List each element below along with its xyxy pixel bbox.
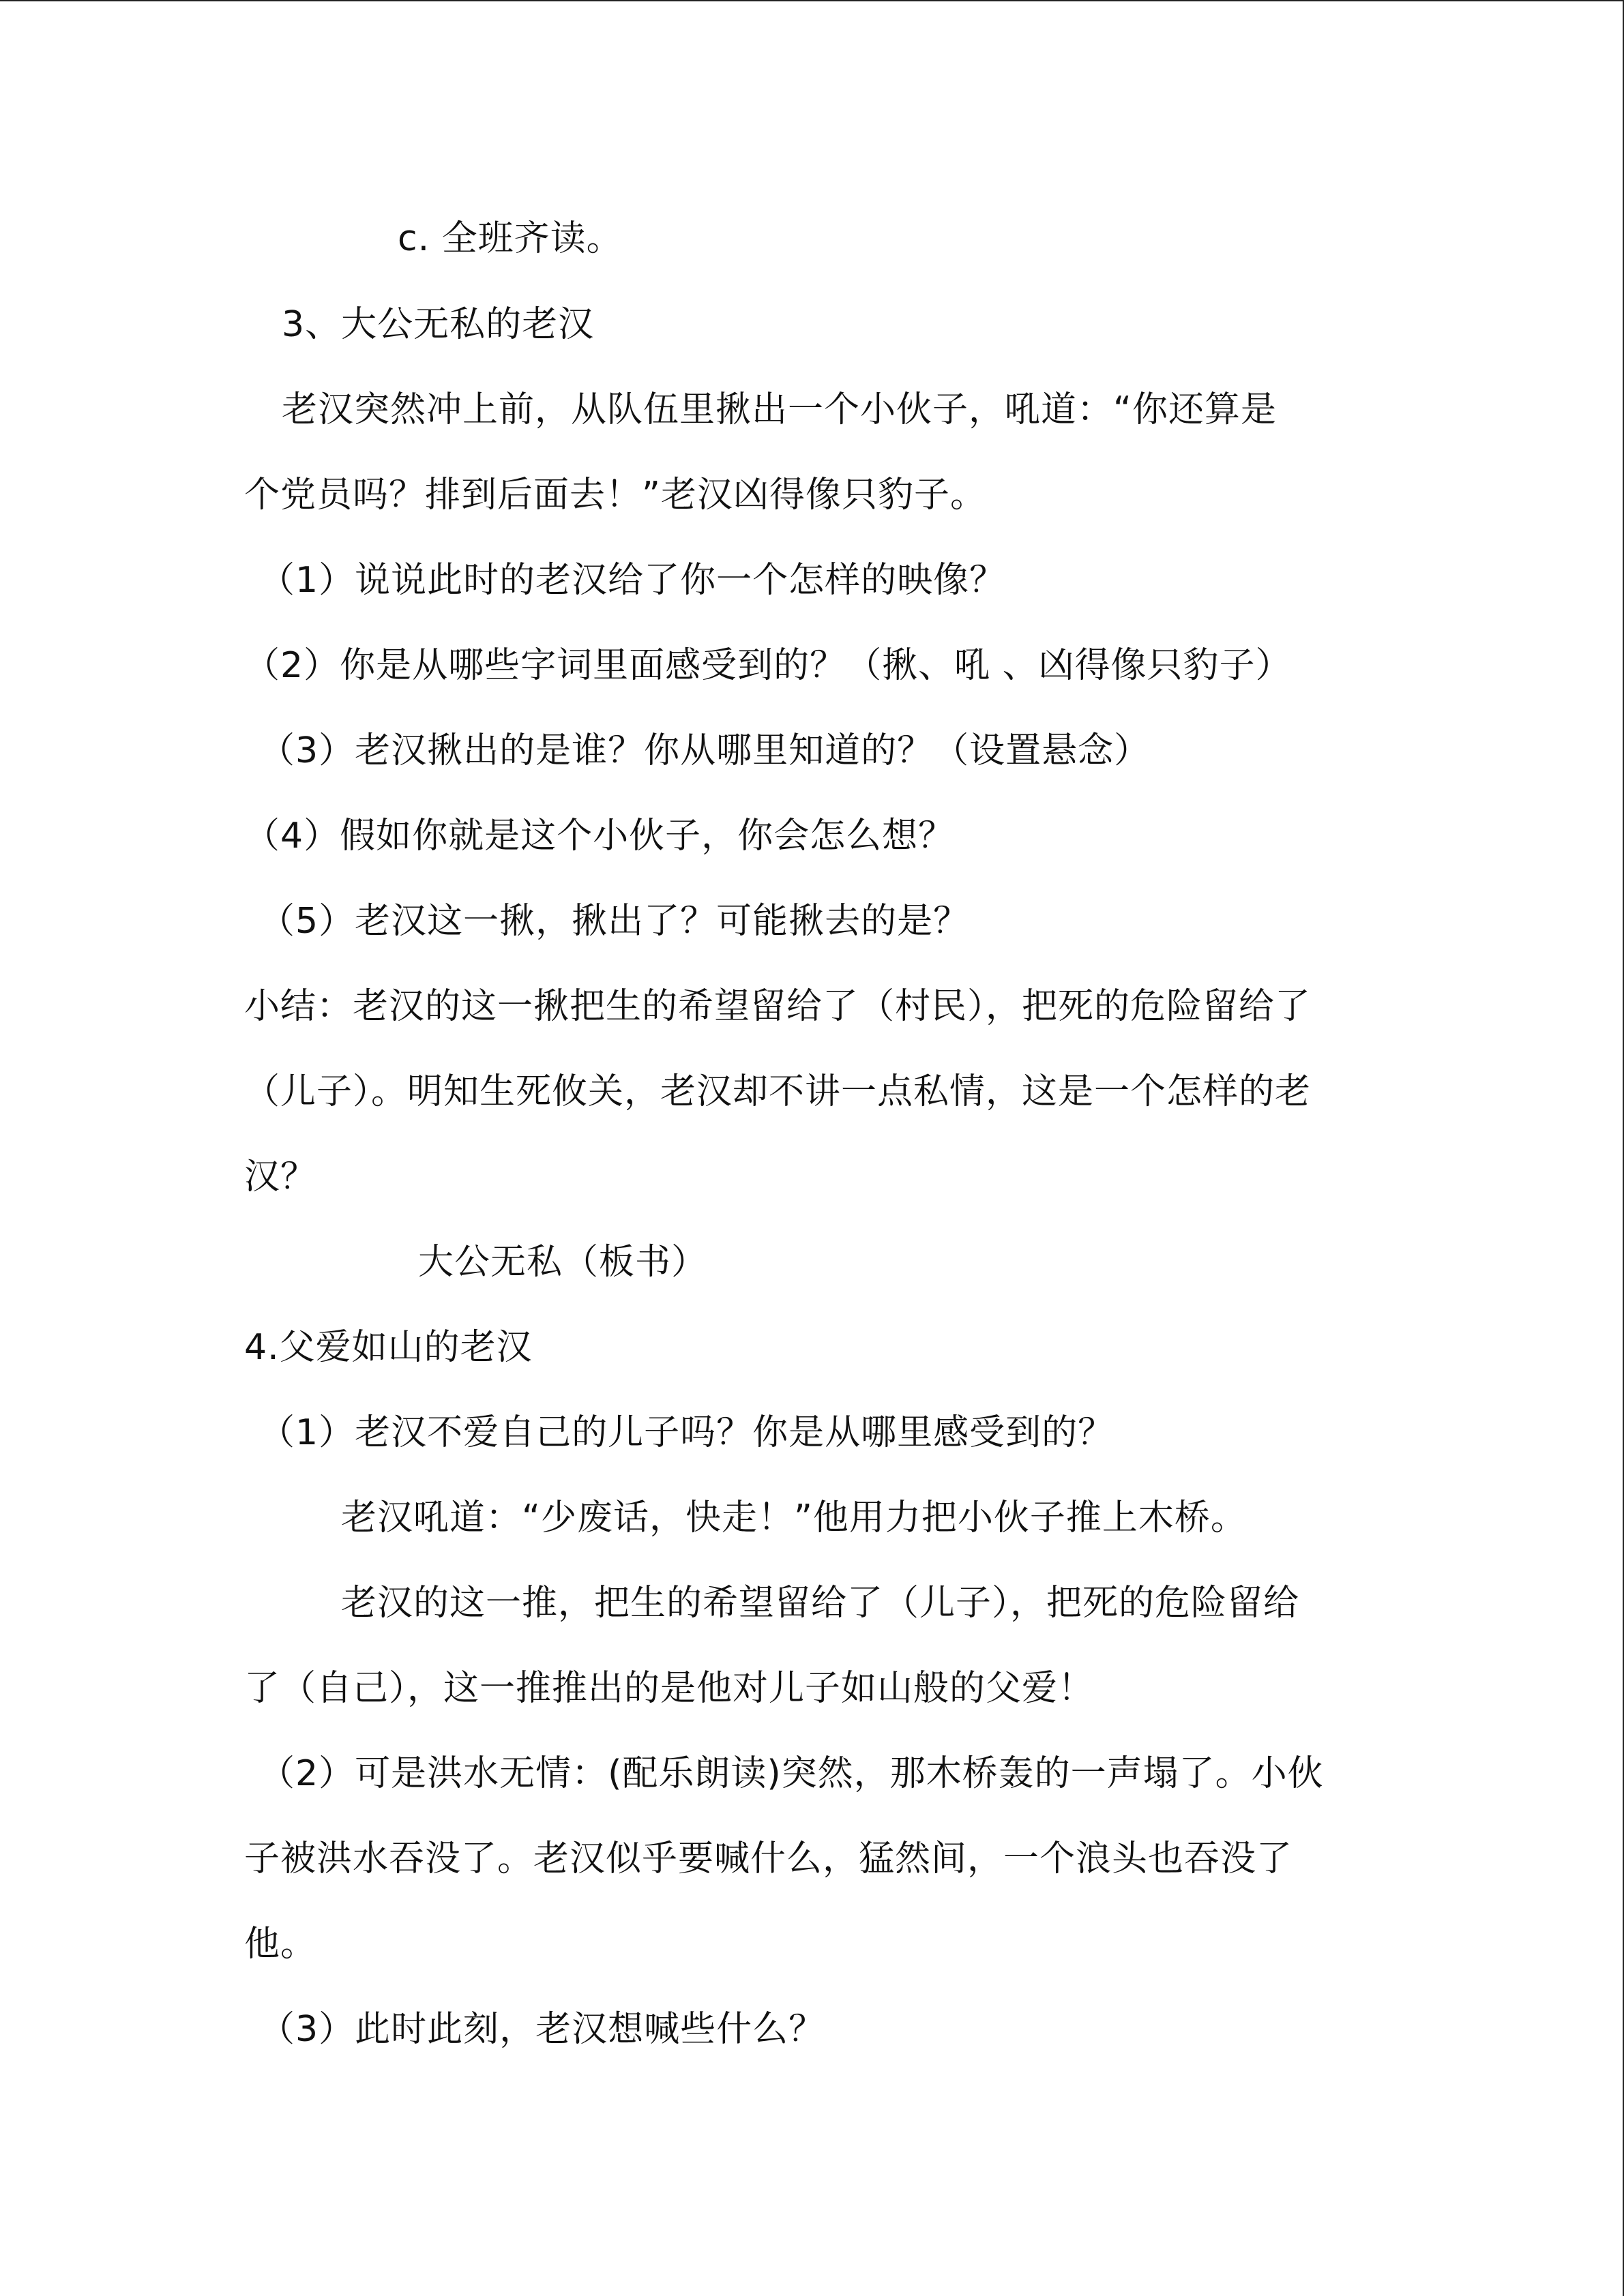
paragraph-line: c. 全班齐读。 xyxy=(398,218,623,259)
question-line: （1）老汉不爱自己的儿子吗？你是从哪里感受到的？ xyxy=(259,1412,1114,1453)
paragraph-line: 老汉的这一推，把生的希望留给了（儿子），把死的危险留给 xyxy=(341,1583,1300,1624)
question-line: （3）老汉揪出的是谁？你从哪里知道的？（设置悬念） xyxy=(259,730,1151,771)
page-top-border xyxy=(0,0,1624,1)
question-line: （1）说说此时的老汉给了你一个怎样的映像？ xyxy=(259,560,1006,601)
paragraph-line: 老汉吼道：“少废话，快走！”他用力把小伙子推上木桥。 xyxy=(341,1497,1247,1538)
question-line: （2）你是从哪些字词里面感受到的？（揪、吼 、凶得像只豹子） xyxy=(244,645,1292,686)
board-note: 大公无私（板书） xyxy=(418,1242,708,1283)
section-heading: 4.父爱如山的老汉 xyxy=(244,1327,533,1368)
question-line: （2）可是洪水无情：(配乐朗读)突然，那木桥轰的一声塌了。小伙 xyxy=(259,1753,1324,1794)
question-line: （5）老汉这一揪，揪出了？可能揪去的是？ xyxy=(259,901,970,942)
section-heading: 3、大公无私的老汉 xyxy=(282,304,595,345)
paragraph-line: 老汉突然冲上前，从队伍里揪出一个小伙子，吼道：“你还算是 xyxy=(282,389,1277,430)
paragraph-line: 子被洪水吞没了。老汉似乎要喊什么，猛然间，一个浪头也吞没了 xyxy=(244,1838,1293,1879)
paragraph-line: 汉？ xyxy=(244,1157,317,1197)
paragraph-line: （儿子）。明知生死攸关，老汉却不讲一点私情，这是一个怎样的老 xyxy=(244,1071,1312,1112)
question-line: （4）假如你就是这个小伙子，你会怎么想？ xyxy=(244,816,955,856)
paragraph-line: 了（自己），这一推推出的是他对儿子如山般的父爱！ xyxy=(244,1668,1095,1709)
paragraph-line: 小结：老汉的这一揪把生的希望留给了（村民），把死的危险留给了 xyxy=(244,986,1312,1027)
paragraph-line: 他。 xyxy=(244,1924,317,1965)
paragraph-line: 个党员吗？排到后面去！”老汉凶得像只豹子。 xyxy=(244,475,986,516)
question-line: （3）此时此刻，老汉想喊些什么？ xyxy=(259,2009,825,2050)
